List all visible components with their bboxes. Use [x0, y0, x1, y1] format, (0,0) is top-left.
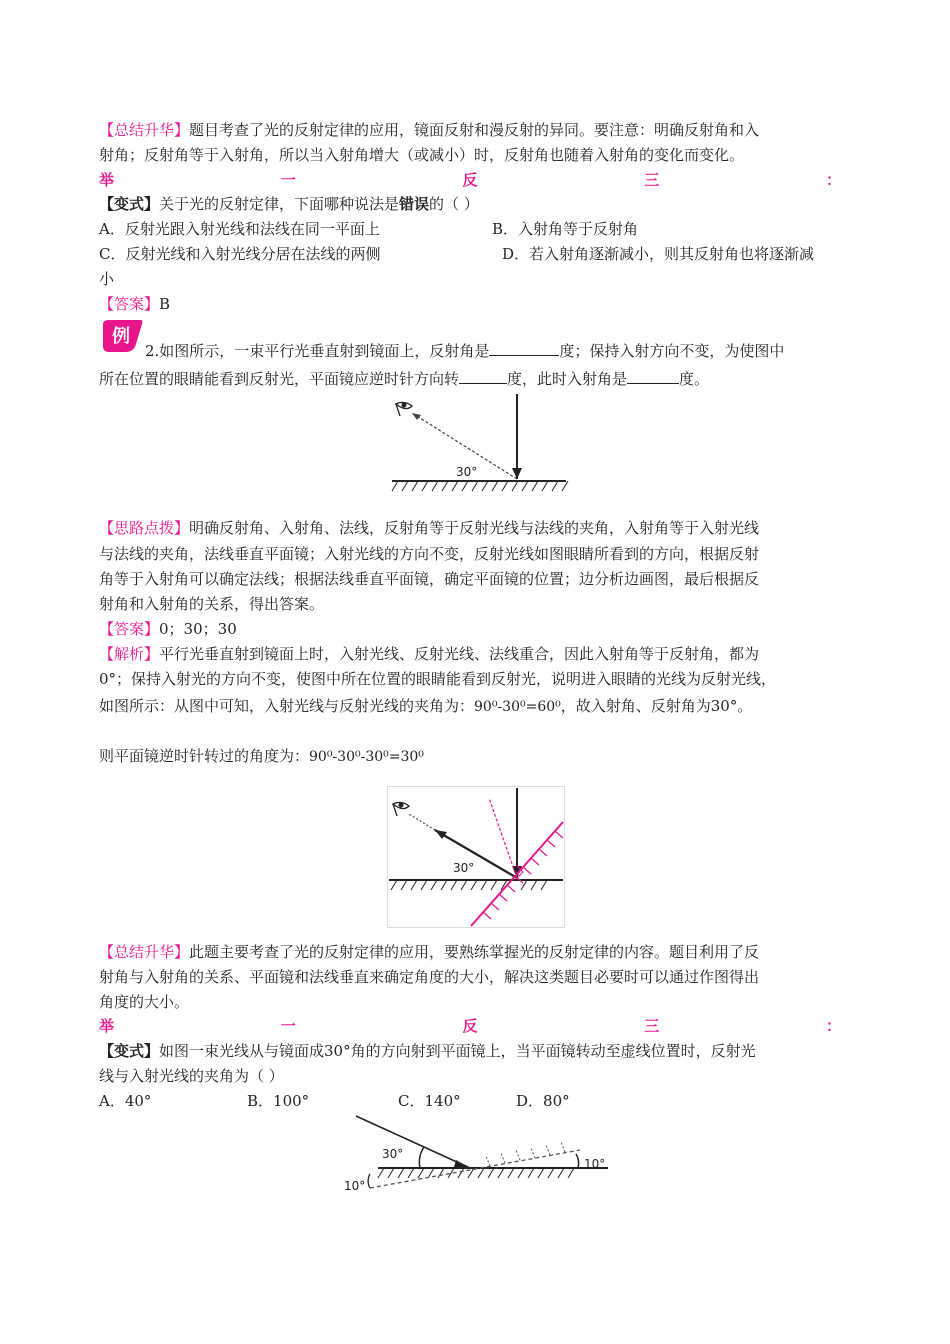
heading-char: 反: [462, 1017, 478, 1035]
hint-line4: 射角和入射角的关系，得出答案。: [99, 595, 325, 613]
incident-arrowhead: [512, 468, 522, 479]
analysis-tag: 【解析】: [99, 645, 160, 663]
answer2: [99, 617, 237, 641]
normal-dashed-red: [489, 798, 517, 878]
analysis-line4: [99, 744, 424, 769]
variant2-option-b: B．100°: [247, 1092, 310, 1110]
summary2-line1: [99, 940, 759, 964]
heading-char: 三: [644, 1017, 660, 1035]
summary1-line1: [99, 118, 759, 142]
eye-icon: [396, 402, 412, 416]
variant2-tag: 【变式】: [99, 1042, 160, 1060]
summary2-line3: 角度的大小。: [99, 993, 190, 1011]
variant1-option-c: C．反射光线和入射光线分居在法线的两侧: [99, 245, 381, 263]
summary1-text1: 题目考查了光的反射定律的应用，镜面反射和漫反射的异同。要注意：明确反射角和入: [189, 121, 760, 139]
heading-char: 举: [99, 171, 115, 189]
angle-label-right-10: 10°: [584, 1157, 606, 1171]
figure2-angle-label: 30°: [453, 861, 475, 875]
heading-char: 一: [280, 171, 296, 189]
example-badge-icon: [99, 318, 145, 354]
blank-3[interactable]: [627, 367, 679, 384]
figure-mirror-perpendicular: [388, 392, 570, 496]
heading-char: 举: [99, 1017, 115, 1035]
heading-char: ：: [825, 171, 841, 189]
variant1-text-b: 的（ ）: [429, 195, 479, 213]
example2-question-line2: [99, 367, 709, 391]
analysis-expression-2: 90⁰-30⁰-30⁰=30⁰: [309, 749, 424, 765]
hint-tag: 【思路点拨】: [99, 519, 190, 537]
rotated-mirror-hatching: [486, 1142, 565, 1166]
variant2-option-d: D．80°: [516, 1092, 570, 1110]
angle-arc-right: [576, 1154, 579, 1168]
variant1-answer-tag: 【答案】: [99, 295, 160, 313]
incident-arrowhead: [454, 1160, 470, 1168]
answer2-tag: 【答案】: [99, 620, 160, 638]
summary2-tag: 【总结升华】: [99, 943, 190, 961]
section-heading-1: [99, 168, 841, 192]
heading-char: 一: [280, 1017, 296, 1035]
mirror-hatching: [392, 481, 568, 491]
incident-ray: [356, 1116, 470, 1168]
analysis-expression-1: 90⁰-30⁰=60⁰: [474, 699, 561, 715]
variant1-text-a: 关于光的反射定律，下面哪种说法是: [159, 195, 400, 213]
variant1-option-d: D．若入射角逐渐减小，则其反射角也将逐渐减: [502, 245, 815, 263]
hint-line3: 角等于入射角可以确定法线；根据法线垂直平面镜，确定平面镜的位置；边分析边画图，最后根据反: [99, 570, 760, 588]
variant1-tag: 【变式】: [99, 195, 160, 213]
variant2-option-a: A．40°: [99, 1092, 152, 1110]
reflected-ray: [435, 830, 517, 878]
analysis-line3: [99, 694, 752, 719]
variant1-option-d-cont: 小: [99, 270, 115, 288]
analysis-text3a: 如图所示：从图中可知，入射光线与反射光线的夹角为：: [99, 697, 475, 715]
figure-mirror-rotation-10deg: [340, 1112, 612, 1198]
summary2-line2: 射角与入射角的关系、平面镜和法线垂直来确定角度的大小，解决这类题目必要时可以通过作图得出: [99, 968, 760, 986]
blank-2[interactable]: [459, 367, 507, 384]
analysis-line2: 0°；保持入射光的方向不变，使图中所在位置的眼睛能看到反射光，说明进入眼睛的光线为反射光线，: [99, 670, 777, 688]
angle-label-left-10: 10°: [344, 1179, 366, 1193]
example2-text-a: 2.如图所示，一束平行光垂直射到镜面上，反射角是: [145, 342, 490, 360]
analysis-text1: 平行光垂直射到镜面上时，入射光线、反射光线、法线重合，因此入射角等于反射角，都为: [159, 645, 760, 663]
blank-1[interactable]: [489, 339, 559, 356]
angle-label-30: 30°: [382, 1147, 404, 1161]
variant1-text-bold: 错误: [399, 195, 430, 213]
example-badge-label: 例: [112, 326, 130, 347]
heading-char: 反: [462, 171, 478, 189]
figure1-angle-label: 30°: [456, 465, 478, 479]
mirror-hatching: [378, 1168, 574, 1178]
variant1-answer: [99, 292, 170, 316]
figure-mirror-rotated: [387, 786, 565, 928]
dashed-arrowhead: [412, 413, 421, 420]
answer2-value: 0；30；30: [159, 620, 237, 638]
example2-text-c: 所在位置的眼睛能看到反射光，平面镜应逆时针方向转: [99, 370, 460, 388]
original-mirror-hatching: [391, 880, 547, 890]
analysis-text3b: ，故入射角、反射角为30°。: [560, 697, 753, 715]
angle-arc-left: [368, 1174, 370, 1188]
summary1-tag: 【总结升华】: [99, 121, 190, 139]
reflected-arrowhead: [435, 830, 447, 839]
rotated-mirror-hatching: [483, 831, 563, 919]
analysis-text4a: 则平面镜逆时针转过的角度为：: [99, 747, 310, 765]
hint-line2: 与法线的夹角，法线垂直平面镜；入射光线的方向不变，反射光线如图眼睛所看到的方向，根据反射: [99, 545, 760, 563]
eye-icon: [393, 802, 409, 816]
example2-question-line1: [145, 339, 784, 363]
variant2-text1: 如图一束光线从与镜面成30°角的方向射到平面镜上，当平面镜转动至虚线位置时，反射光: [159, 1042, 756, 1060]
dashed-extension: [409, 814, 435, 830]
hint-line1: [99, 516, 759, 540]
variant1-question: [99, 192, 479, 216]
section-heading-2: [99, 1014, 841, 1038]
hint-text1: 明确反射角、入射角、法线，反射角等于反射光线与法线的夹角，入射角等于入射光线: [189, 519, 760, 537]
example2-text-d: 度，此时入射角是: [507, 370, 628, 388]
heading-char: 三: [644, 171, 660, 189]
variant2-option-c: C．140°: [398, 1092, 461, 1110]
summary1-line2: 射角；反射角等于入射角，所以当入射角增大（或减小）时，反射角也随着入射角的变化而变化。: [99, 146, 745, 164]
variant2-line1: [99, 1039, 756, 1063]
variant1-option-b: B．入射角等于反射角: [492, 220, 639, 238]
example2-text-b: 度；保持入射方向不变，为使图中: [559, 342, 785, 360]
variant1-answer-value: B: [159, 295, 171, 313]
angle-arc-30: [419, 1147, 424, 1168]
heading-char: ：: [825, 1017, 841, 1035]
variant1-option-a: A．反射光跟入射光线和法线在同一平面上: [99, 220, 380, 238]
example2-text-e: 度。: [679, 370, 710, 388]
summary2-text1: 此题主要考查了光的反射定律的应用，要熟练掌握光的反射定律的内容。题目利用了反: [189, 943, 760, 961]
analysis-line1: [99, 642, 759, 666]
variant2-line2: 线与入射光线的夹角为（ ）: [99, 1067, 284, 1085]
